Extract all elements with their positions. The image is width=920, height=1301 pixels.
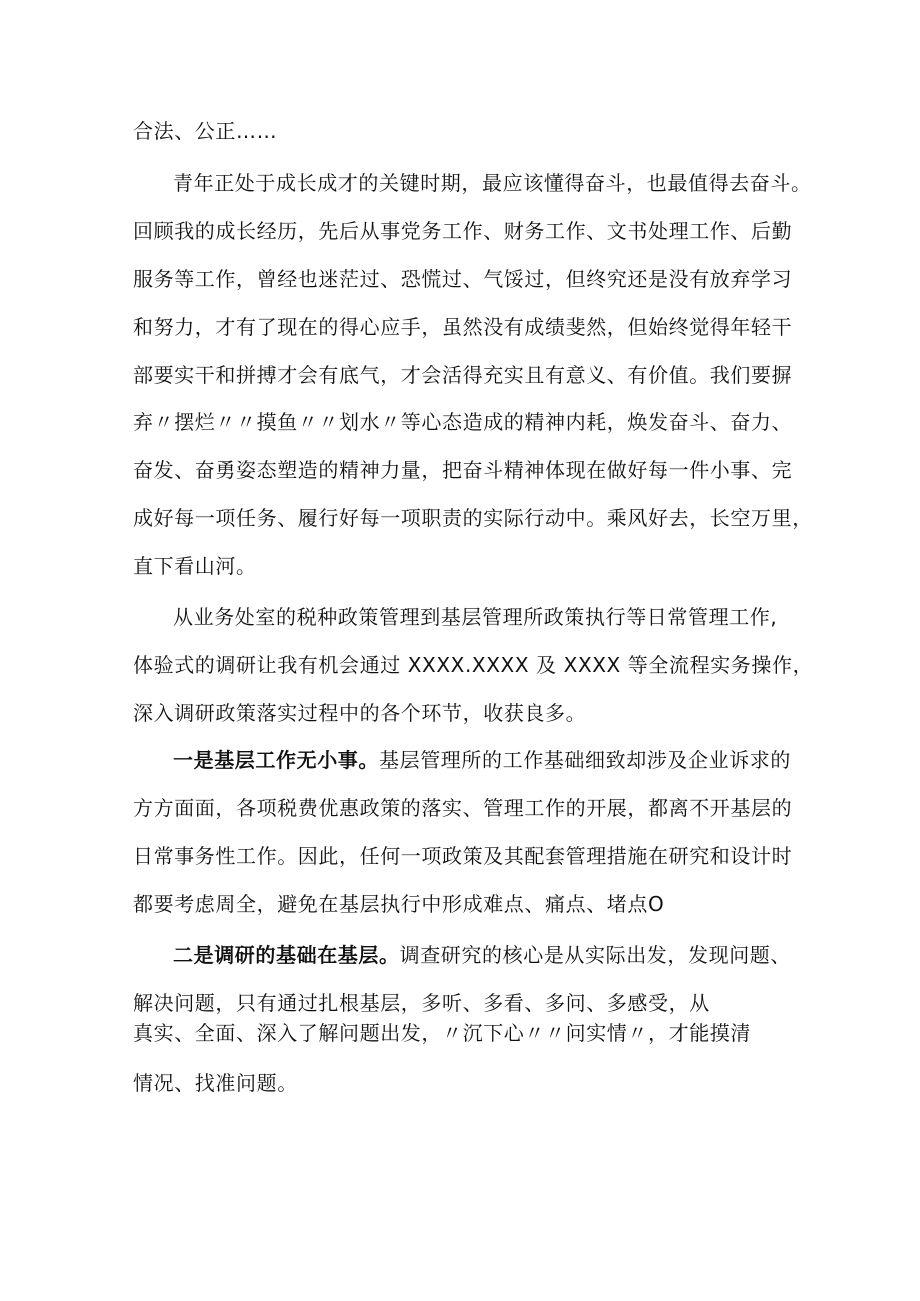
paragraph-line: 直下看山河。 [133,554,257,578]
paragraph-line: 成好每一项任务、履行好每一项职责的实际行动中。乘风好去，长空万里， [133,506,813,530]
paragraph-line: 弃〃摆烂〃〃摸鱼〃〃划水〃等心态造成的精神内耗，焕发奋斗、奋力、 [133,410,793,434]
paragraph-line: 青年正处于成长成才的关键时期，最应该懂得奋斗，也最值得去奋斗。 [173,171,812,195]
paragraph-line: 奋发、奋勇姿态塑造的精神力量，把奋斗精神体现在做好每一件小事、完 [133,458,793,482]
paragraph-line: 体验式的调研让我有机会通过 XXXX.XXXX 及 XXXX 等全流程实务操作， [133,653,814,677]
section-heading: 二是调研的基础在基层。 [173,943,400,967]
paragraph-line: 服务等工作，曾经也迷茫过、恐慌过、气馁过，但终究还是没有放弃学习 [133,267,793,291]
paragraph-text: 调查研究的核心是从实际出发，发现问题、 [399,943,792,967]
paragraph-line: 真实、全面、深入了解问题出发，〃沉下心〃〃问实情〃，才能摸清 [133,1021,751,1045]
paragraph-line: 和努力，才有了现在的得心应手，虽然没有成绩斐然，但始终觉得年轻干 [133,315,793,339]
paragraph-line: 解决问题，只有通过扎根基层，多听、多看、多问、多感受，从 [133,991,710,1015]
paragraph-line: 合法、公正…… [133,119,278,143]
paragraph-line: 深入调研政策落实过程中的各个环节，收获良多。 [133,701,587,725]
paragraph-line: 情况、找准问题。 [133,1071,298,1095]
paragraph-line: 回顾我的成长经历，先后从事党务工作、财务工作、文书处理工作、后勤 [133,219,793,243]
paragraph-line: 日常事务性工作。因此，任何一项政策及其配套管理措施在研究和设计时 [133,844,793,868]
paragraph-line: 部要实干和拼搏才会有底气，才会活得充实且有意义、有价值。我们要摒 [133,363,793,387]
paragraph-line: 从业务处室的税种政策管理到基层管理所政策执行等日常管理工作, [173,605,778,629]
paragraph-line: 方方面面，各项税费优惠政策的落实、管理工作的开展，都离不开基层的 [133,796,793,820]
paragraph-line [173,747,791,773]
section-heading: 一是基层工作无小事。 [173,748,379,772]
paragraph-line [173,942,791,968]
paragraph-text: 基层管理所的工作基础细致却涉及企业诉求的 [379,748,791,772]
paragraph-line: 都要考虑周全，避免在基层执行中形成难点、痛点、堵点O [133,892,665,916]
